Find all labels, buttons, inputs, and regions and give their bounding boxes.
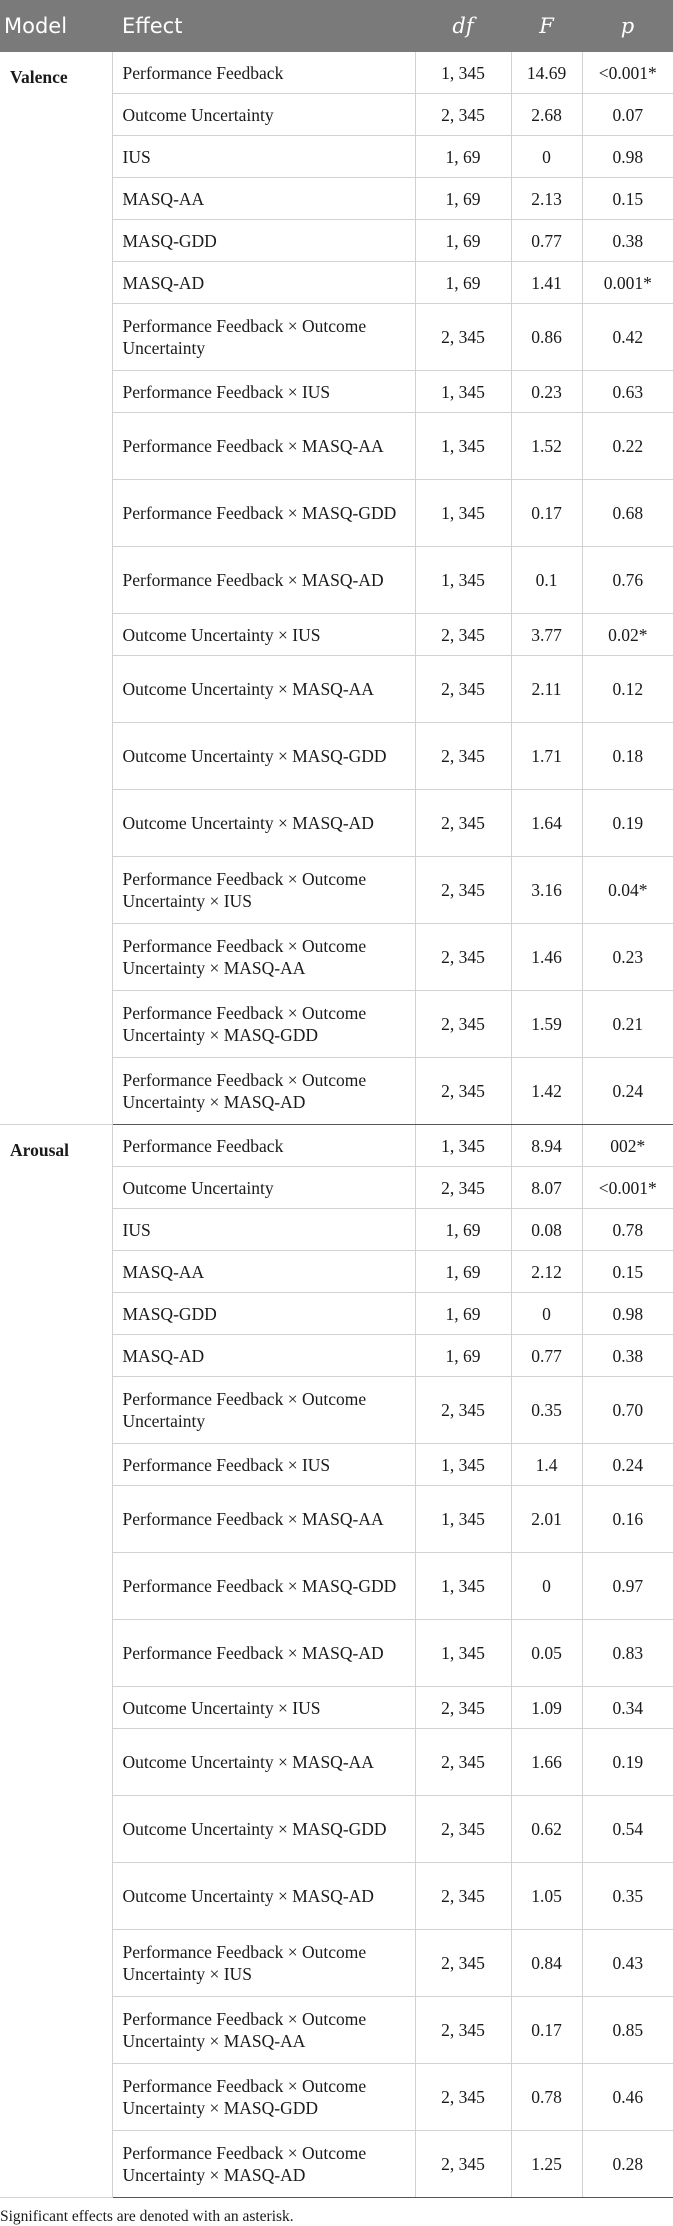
p-cell: 0.12 <box>582 656 673 723</box>
p-cell: 0.46 <box>582 2064 673 2131</box>
p-cell: 0.78 <box>582 1209 673 1251</box>
table-footnote: Significant effects are denoted with an asterisk. <box>0 2208 294 2225</box>
effect-cell: Performance Feedback × Outcome Uncertainty × MASQ-GDD <box>112 991 415 1058</box>
effect-cell: Performance Feedback × MASQ-GDD <box>112 480 415 547</box>
effect-cell: Performance Feedback <box>112 1125 415 1167</box>
effect-cell: Performance Feedback × Outcome Uncertainty × IUS <box>112 857 415 924</box>
effect-cell: Outcome Uncertainty × MASQ-AA <box>112 1729 415 1796</box>
df-cell: 2, 345 <box>415 304 511 371</box>
df-cell: 2, 345 <box>415 2131 511 2198</box>
header-p: p <box>582 0 673 52</box>
effect-cell: Outcome Uncertainty × MASQ-AD <box>112 1863 415 1930</box>
p-cell: 0.24 <box>582 1058 673 1125</box>
p-cell: 0.70 <box>582 1377 673 1444</box>
effect-cell: MASQ-GDD <box>112 1293 415 1335</box>
effect-cell: Performance Feedback × Outcome Uncertainty × MASQ-AD <box>112 2131 415 2198</box>
p-cell: 0.98 <box>582 136 673 178</box>
df-cell: 2, 345 <box>415 1687 511 1729</box>
df-cell: 2, 345 <box>415 1863 511 1930</box>
f-cell: 0.77 <box>511 220 582 262</box>
effect-cell: Performance Feedback × Outcome Uncertainty <box>112 304 415 371</box>
f-cell: 1.05 <box>511 1863 582 1930</box>
f-cell: 0.1 <box>511 547 582 614</box>
df-cell: 1, 345 <box>415 1125 511 1167</box>
f-cell: 2.01 <box>511 1486 582 1553</box>
f-cell: 0 <box>511 136 582 178</box>
f-cell: 1.59 <box>511 991 582 1058</box>
p-cell: 0.34 <box>582 1687 673 1729</box>
p-cell: 0.02* <box>582 614 673 656</box>
df-cell: 2, 345 <box>415 1167 511 1209</box>
p-cell: 0.15 <box>582 1251 673 1293</box>
df-cell: 1, 345 <box>415 52 511 94</box>
f-cell: 0.08 <box>511 1209 582 1251</box>
p-cell: 0.04* <box>582 857 673 924</box>
p-cell: 0.21 <box>582 991 673 1058</box>
p-cell: 0.19 <box>582 1729 673 1796</box>
effect-cell: Performance Feedback <box>112 52 415 94</box>
f-cell: 1.46 <box>511 924 582 991</box>
f-cell: 2.12 <box>511 1251 582 1293</box>
p-cell: 0.28 <box>582 2131 673 2198</box>
f-cell: 1.4 <box>511 1444 582 1486</box>
f-cell: 1.09 <box>511 1687 582 1729</box>
p-cell: 0.38 <box>582 1335 673 1377</box>
f-cell: 0.17 <box>511 480 582 547</box>
f-cell: 1.64 <box>511 790 582 857</box>
effect-cell: Outcome Uncertainty × MASQ-AA <box>112 656 415 723</box>
f-cell: 0 <box>511 1293 582 1335</box>
df-cell: 1, 69 <box>415 1335 511 1377</box>
header-effect: Effect <box>112 0 415 52</box>
table-header <box>0 0 673 52</box>
effect-cell: Performance Feedback × IUS <box>112 371 415 413</box>
df-cell: 1, 345 <box>415 413 511 480</box>
f-cell: 0.17 <box>511 1997 582 2064</box>
p-cell: 0.18 <box>582 723 673 790</box>
p-cell: 0.98 <box>582 1293 673 1335</box>
f-cell: 0 <box>511 1553 582 1620</box>
f-cell: 8.94 <box>511 1125 582 1167</box>
df-cell: 2, 345 <box>415 723 511 790</box>
header-model: Model <box>0 0 112 52</box>
df-cell: 1, 345 <box>415 1486 511 1553</box>
p-cell: 0.97 <box>582 1553 673 1620</box>
effect-cell: Performance Feedback × MASQ-AD <box>112 547 415 614</box>
df-cell: 1, 69 <box>415 1293 511 1335</box>
effect-cell: Outcome Uncertainty × IUS <box>112 614 415 656</box>
table-row <box>0 1125 673 1167</box>
df-cell: 2, 345 <box>415 1930 511 1997</box>
f-cell: 8.07 <box>511 1167 582 1209</box>
p-cell: 0.68 <box>582 480 673 547</box>
table-row <box>0 52 673 94</box>
f-cell: 0.35 <box>511 1377 582 1444</box>
p-cell: 0.83 <box>582 1620 673 1687</box>
f-cell: 1.42 <box>511 1058 582 1125</box>
f-cell: 1.66 <box>511 1729 582 1796</box>
df-cell: 1, 69 <box>415 220 511 262</box>
effect-cell: Performance Feedback × MASQ-AA <box>112 1486 415 1553</box>
effect-cell: IUS <box>112 1209 415 1251</box>
df-cell: 2, 345 <box>415 1377 511 1444</box>
effect-cell: MASQ-AD <box>112 262 415 304</box>
f-cell: 0.86 <box>511 304 582 371</box>
effect-cell: Performance Feedback × Outcome Uncertainty × MASQ-AA <box>112 924 415 991</box>
effect-cell: Outcome Uncertainty × MASQ-GDD <box>112 723 415 790</box>
p-cell: 0.43 <box>582 1930 673 1997</box>
effect-cell: Performance Feedback × MASQ-AA <box>112 413 415 480</box>
f-cell: 0.62 <box>511 1796 582 1863</box>
effect-cell: MASQ-GDD <box>112 220 415 262</box>
effect-cell: Outcome Uncertainty <box>112 1167 415 1209</box>
df-cell: 2, 345 <box>415 857 511 924</box>
f-cell: 0.77 <box>511 1335 582 1377</box>
p-cell: 002* <box>582 1125 673 1167</box>
df-cell: 2, 345 <box>415 656 511 723</box>
effect-cell: IUS <box>112 136 415 178</box>
f-cell: 1.71 <box>511 723 582 790</box>
effect-cell: MASQ-AD <box>112 1335 415 1377</box>
f-cell: 0.23 <box>511 371 582 413</box>
f-cell: 2.13 <box>511 178 582 220</box>
header-df: df <box>415 0 511 52</box>
df-cell: 1, 345 <box>415 1444 511 1486</box>
p-cell: 0.35 <box>582 1863 673 1930</box>
effect-cell: Outcome Uncertainty × MASQ-GDD <box>112 1796 415 1863</box>
f-cell: 0.05 <box>511 1620 582 1687</box>
df-cell: 1, 69 <box>415 178 511 220</box>
p-cell: 0.15 <box>582 178 673 220</box>
effect-cell: Performance Feedback × MASQ-AD <box>112 1620 415 1687</box>
df-cell: 1, 345 <box>415 1553 511 1620</box>
p-cell: 0.42 <box>582 304 673 371</box>
p-cell: <0.001* <box>582 1167 673 1209</box>
f-cell: 1.25 <box>511 2131 582 2198</box>
f-cell: 0.84 <box>511 1930 582 1997</box>
df-cell: 2, 345 <box>415 991 511 1058</box>
effect-cell: Outcome Uncertainty × IUS <box>112 1687 415 1729</box>
p-cell: 0.85 <box>582 1997 673 2064</box>
f-cell: 3.16 <box>511 857 582 924</box>
effect-cell: MASQ-AA <box>112 1251 415 1293</box>
p-cell: 0.38 <box>582 220 673 262</box>
df-cell: 2, 345 <box>415 1796 511 1863</box>
f-cell: 2.11 <box>511 656 582 723</box>
effect-cell: Performance Feedback × Outcome Uncertainty × MASQ-AA <box>112 1997 415 2064</box>
f-cell: 2.68 <box>511 94 582 136</box>
effect-cell: Performance Feedback × MASQ-GDD <box>112 1553 415 1620</box>
p-cell: 0.76 <box>582 547 673 614</box>
df-cell: 2, 345 <box>415 94 511 136</box>
p-cell: <0.001* <box>582 52 673 94</box>
df-cell: 2, 345 <box>415 1729 511 1796</box>
df-cell: 1, 69 <box>415 1251 511 1293</box>
p-cell: 0.24 <box>582 1444 673 1486</box>
p-cell: 0.07 <box>582 94 673 136</box>
effect-cell: Performance Feedback × IUS <box>112 1444 415 1486</box>
effect-cell: Performance Feedback × Outcome Uncertainty × MASQ-GDD <box>112 2064 415 2131</box>
table-body <box>0 52 673 2198</box>
header-row <box>0 0 673 52</box>
header-f: F <box>511 0 582 52</box>
df-cell: 2, 345 <box>415 790 511 857</box>
p-cell: 0.54 <box>582 1796 673 1863</box>
df-cell: 1, 345 <box>415 1620 511 1687</box>
p-cell: 0.63 <box>582 371 673 413</box>
df-cell: 1, 345 <box>415 547 511 614</box>
f-cell: 14.69 <box>511 52 582 94</box>
f-cell: 1.52 <box>511 413 582 480</box>
model-label-arousal: Arousal <box>0 1125 112 2198</box>
df-cell: 1, 69 <box>415 1209 511 1251</box>
df-cell: 2, 345 <box>415 1058 511 1125</box>
effect-cell: Outcome Uncertainty × MASQ-AD <box>112 790 415 857</box>
df-cell: 2, 345 <box>415 924 511 991</box>
effect-cell: MASQ-AA <box>112 178 415 220</box>
model-label-valence: Valence <box>0 52 112 1125</box>
df-cell: 1, 345 <box>415 371 511 413</box>
p-cell: 0.22 <box>582 413 673 480</box>
p-cell: 0.19 <box>582 790 673 857</box>
df-cell: 2, 345 <box>415 2064 511 2131</box>
p-cell: 0.001* <box>582 262 673 304</box>
df-cell: 2, 345 <box>415 614 511 656</box>
p-cell: 0.16 <box>582 1486 673 1553</box>
df-cell: 1, 345 <box>415 480 511 547</box>
f-cell: 1.41 <box>511 262 582 304</box>
df-cell: 1, 69 <box>415 262 511 304</box>
df-cell: 1, 69 <box>415 136 511 178</box>
effect-cell: Performance Feedback × Outcome Uncertainty <box>112 1377 415 1444</box>
p-cell: 0.23 <box>582 924 673 991</box>
effect-cell: Performance Feedback × Outcome Uncertainty × MASQ-AD <box>112 1058 415 1125</box>
effect-cell: Outcome Uncertainty <box>112 94 415 136</box>
f-cell: 0.78 <box>511 2064 582 2131</box>
df-cell: 2, 345 <box>415 1997 511 2064</box>
f-cell: 3.77 <box>511 614 582 656</box>
effect-cell: Performance Feedback × Outcome Uncertainty × IUS <box>112 1930 415 1997</box>
